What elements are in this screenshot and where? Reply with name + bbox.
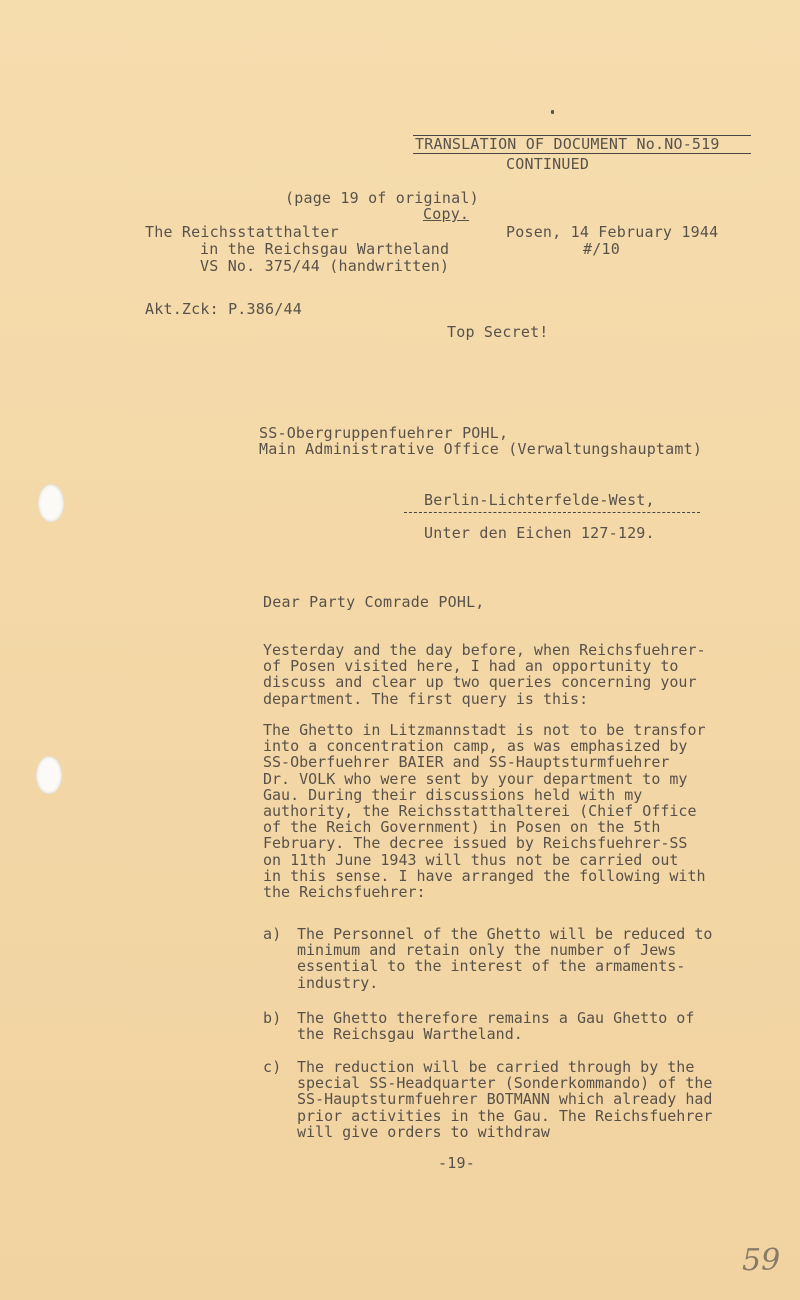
reference-number: #/10 <box>583 240 620 258</box>
sender-line: in the Reichsgau Wartheland <box>200 240 450 258</box>
ink-mark <box>551 110 554 114</box>
addressee-line: Unter den Eichen 127-129. <box>424 524 655 542</box>
paragraph: The Ghetto in Litzmannstadt is not to be transfor into a concentration camp, as was emphasized by SS-Oberfuehrer BAIER and SS-Hauptsturmfuehrer Dr. VOLK who were sent by your department to my Gau. During their discussions held with my authority, the Reichsstatthalterei (Chief Office of the Reich Government) in Posen on the 5th February. The decree issued by Reichsfuehrer-SS on 11th June 1943 will thus not be carried out in this sense. I have arranged the following with the Reichsfuehrer: <box>263 721 706 902</box>
addressee-line: Berlin-Lichterfelde-West, <box>424 491 655 509</box>
addressee-line: Main Administrative Office (Verwaltungshauptamt) <box>259 440 703 458</box>
addressee-line: SS-Obergruppenfuehrer POHL, <box>259 424 509 442</box>
header-rule <box>413 135 751 136</box>
translation-title: TRANSLATION OF DOCUMENT No.NO-519 <box>415 135 720 153</box>
list-marker: c) <box>263 1058 282 1076</box>
sender-line: The Reichsstatthalter <box>145 223 339 241</box>
copy-label: Copy. <box>423 205 470 223</box>
header-rule <box>413 153 751 154</box>
list-marker: b) <box>263 1009 282 1027</box>
page-of-original: (page 19 of original) <box>285 189 479 207</box>
place-date: Posen, 14 February 1944 <box>506 223 719 241</box>
salutation: Dear Party Comrade POHL, <box>263 593 485 611</box>
address-divider <box>404 512 700 513</box>
punch-hole <box>38 484 64 522</box>
archive-number: 59 <box>742 1243 781 1278</box>
list-item-text: The reduction will be carried through by the special SS-Headquarter (Sonderkommando) of the SS-Hauptsturmfuehrer BOTMANN which already had prior activities in the Gau. The Reichsfuehrer will give orders to withdraw <box>297 1058 713 1141</box>
punch-hole <box>36 756 62 794</box>
list-marker: a) <box>263 925 282 943</box>
page-number: -19- <box>438 1154 475 1172</box>
sender-line: VS No. 375/44 (handwritten) <box>200 257 450 275</box>
classification: Top Secret! <box>447 323 549 341</box>
paragraph: Yesterday and the day before, when Reichsfuehrer- of Posen visited here, I had an opportunity to discuss and clear up two queries concerning your department. The first query is this: <box>263 641 706 708</box>
continued-label: CONTINUED <box>506 155 590 173</box>
list-item-text: The Personnel of the Ghetto will be reduced to minimum and retain only the number of Jews essential to the interest of the armaments- industry. <box>297 925 713 992</box>
list-item-text: The Ghetto therefore remains a Gau Ghetto of the Reichsgau Wartheland. <box>297 1009 695 1044</box>
file-reference: Akt.Zck: P.386/44 <box>145 300 302 318</box>
